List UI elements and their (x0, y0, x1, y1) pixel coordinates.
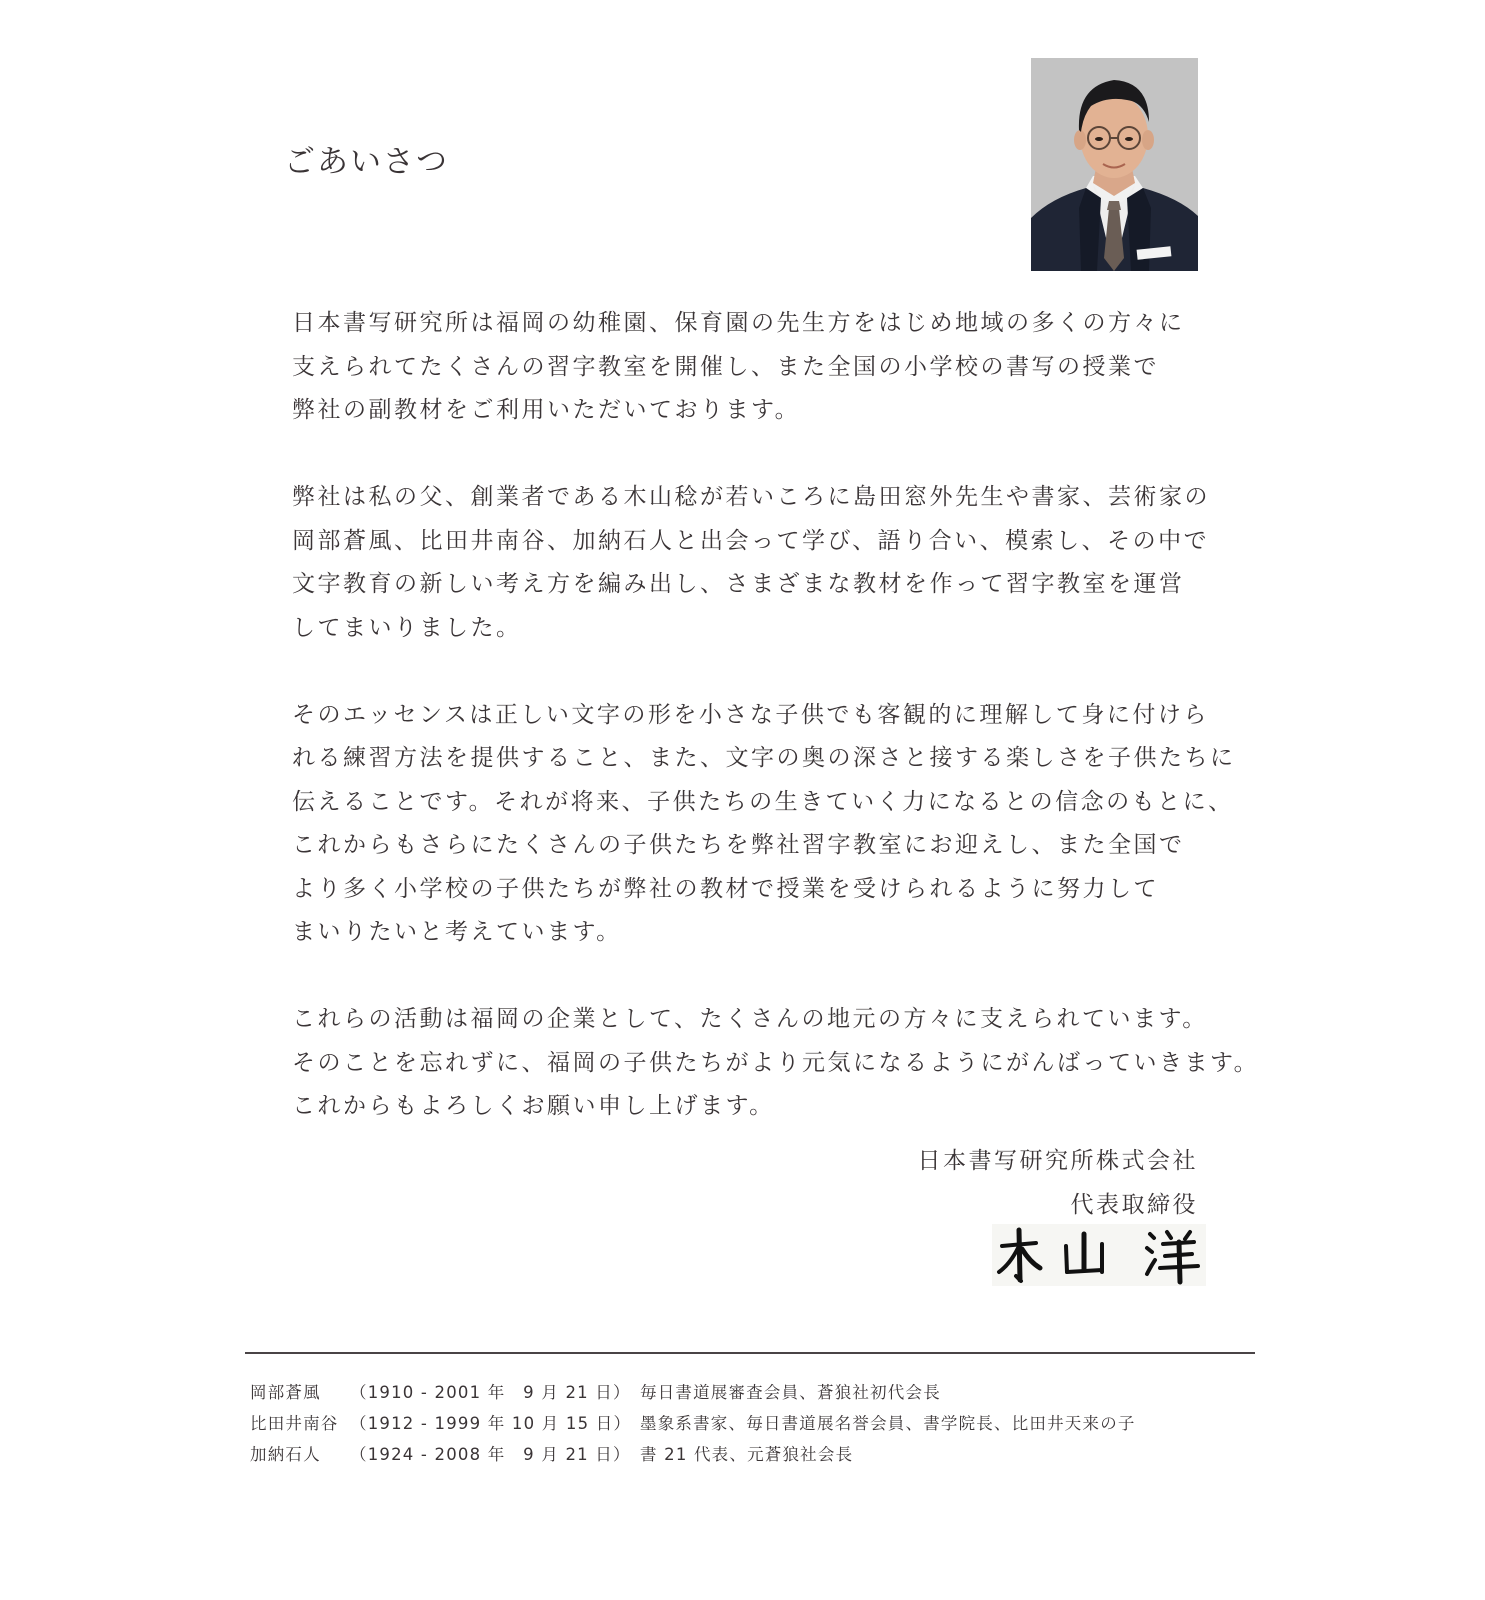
paragraph-line: そのエッセンスは正しい文字の形を小さな子供でも客観的に理解して身に付けら (292, 701, 1209, 728)
divider (245, 1352, 1255, 1354)
signature-block (918, 1140, 1199, 1227)
footnote-name: 岡部蒼風 (250, 1383, 321, 1402)
footnote-description: 書 21 代表、元蒼狼社会長 (640, 1445, 854, 1464)
footnote-dates: （1924 - 2008 年 9 月 21 日） (350, 1445, 631, 1464)
paragraph-line: してまいりました。 (292, 614, 522, 641)
paragraph-line: 岡部蒼風、比田井南谷、加納石人と出会って学び、語り合い、模索し、その中で (292, 527, 1210, 554)
greeting-body (292, 302, 1260, 1129)
portrait-photo (1031, 58, 1198, 271)
footnote-row (250, 1408, 1260, 1439)
representative-title: 代表取締役 (1070, 1191, 1198, 1218)
paragraph-line: 伝えることです。それが将来、子供たちの生きていく力になるとの信念のもとに、 (292, 788, 1234, 815)
footnote-row (250, 1377, 1260, 1408)
footnote-dates: （1912 - 1999 年 10 月 15 日） (350, 1414, 632, 1433)
footnote-row (250, 1439, 1260, 1470)
paragraph (292, 694, 1252, 955)
footnote-name: 比田井南谷 (250, 1414, 339, 1433)
footnotes (250, 1377, 1260, 1470)
company-name: 日本書写研究所株式会社 (917, 1148, 1198, 1174)
paragraph (292, 302, 1252, 433)
footnote-description: 毎日書道展審査会員、蒼狼社初代会長 (640, 1383, 941, 1402)
calligraphy-signature (992, 1224, 1206, 1286)
page-title: ごあいさつ (284, 144, 449, 180)
paragraph-line: 日本書写研究所は福岡の幼稚園、保育園の先生方をはじめ地域の多くの方々に (292, 310, 1185, 336)
footnote-dates: （1910 - 2001 年 9 月 21 日） (350, 1383, 631, 1402)
paragraph-line: これらの活動は福岡の企業として、たくさんの地元の方々に支えられています。 (292, 1006, 1208, 1032)
paragraph-line: そのことを忘れずに、福岡の子供たちがより元気になるようにがんばっていきます。 (292, 1049, 1260, 1076)
paragraph-line: 弊社の副教材をご利用いただいております。 (292, 397, 801, 423)
paragraph-line: まいりたいと考えています。 (292, 919, 622, 945)
paragraph-line: 文字教育の新しい考え方を編み出し、さまざまな教材を作って習字教室を運営 (292, 571, 1185, 597)
paragraph (292, 476, 1252, 650)
footnote-name: 加納石人 (250, 1445, 321, 1464)
paragraph-line: 支えられてたくさんの習字教室を開催し、また全国の小学校の書写の授業で (292, 353, 1159, 380)
paragraph-line: 弊社は私の父、創業者である木山稔が若いころに島田窓外先生や書家、芸術家の (292, 484, 1210, 510)
paragraph-line: れる練習方法を提供すること、また、文字の奥の深さと接する楽しさを子供たちに (292, 745, 1236, 771)
paragraph-line: より多く小学校の子供たちが弊社の教材で授業を受けられるように努力して (292, 875, 1159, 902)
paragraph (292, 998, 1260, 1129)
paragraph-line: これからもよろしくお願い申し上げます。 (292, 1093, 775, 1119)
paragraph-line: これからもさらにたくさんの子供たちを弊社習字教室にお迎えし、また全国で (292, 832, 1185, 858)
footnote-description: 墨象系書家、毎日書道展名誉会員、書学院長、比田井天来の子 (640, 1414, 1136, 1433)
